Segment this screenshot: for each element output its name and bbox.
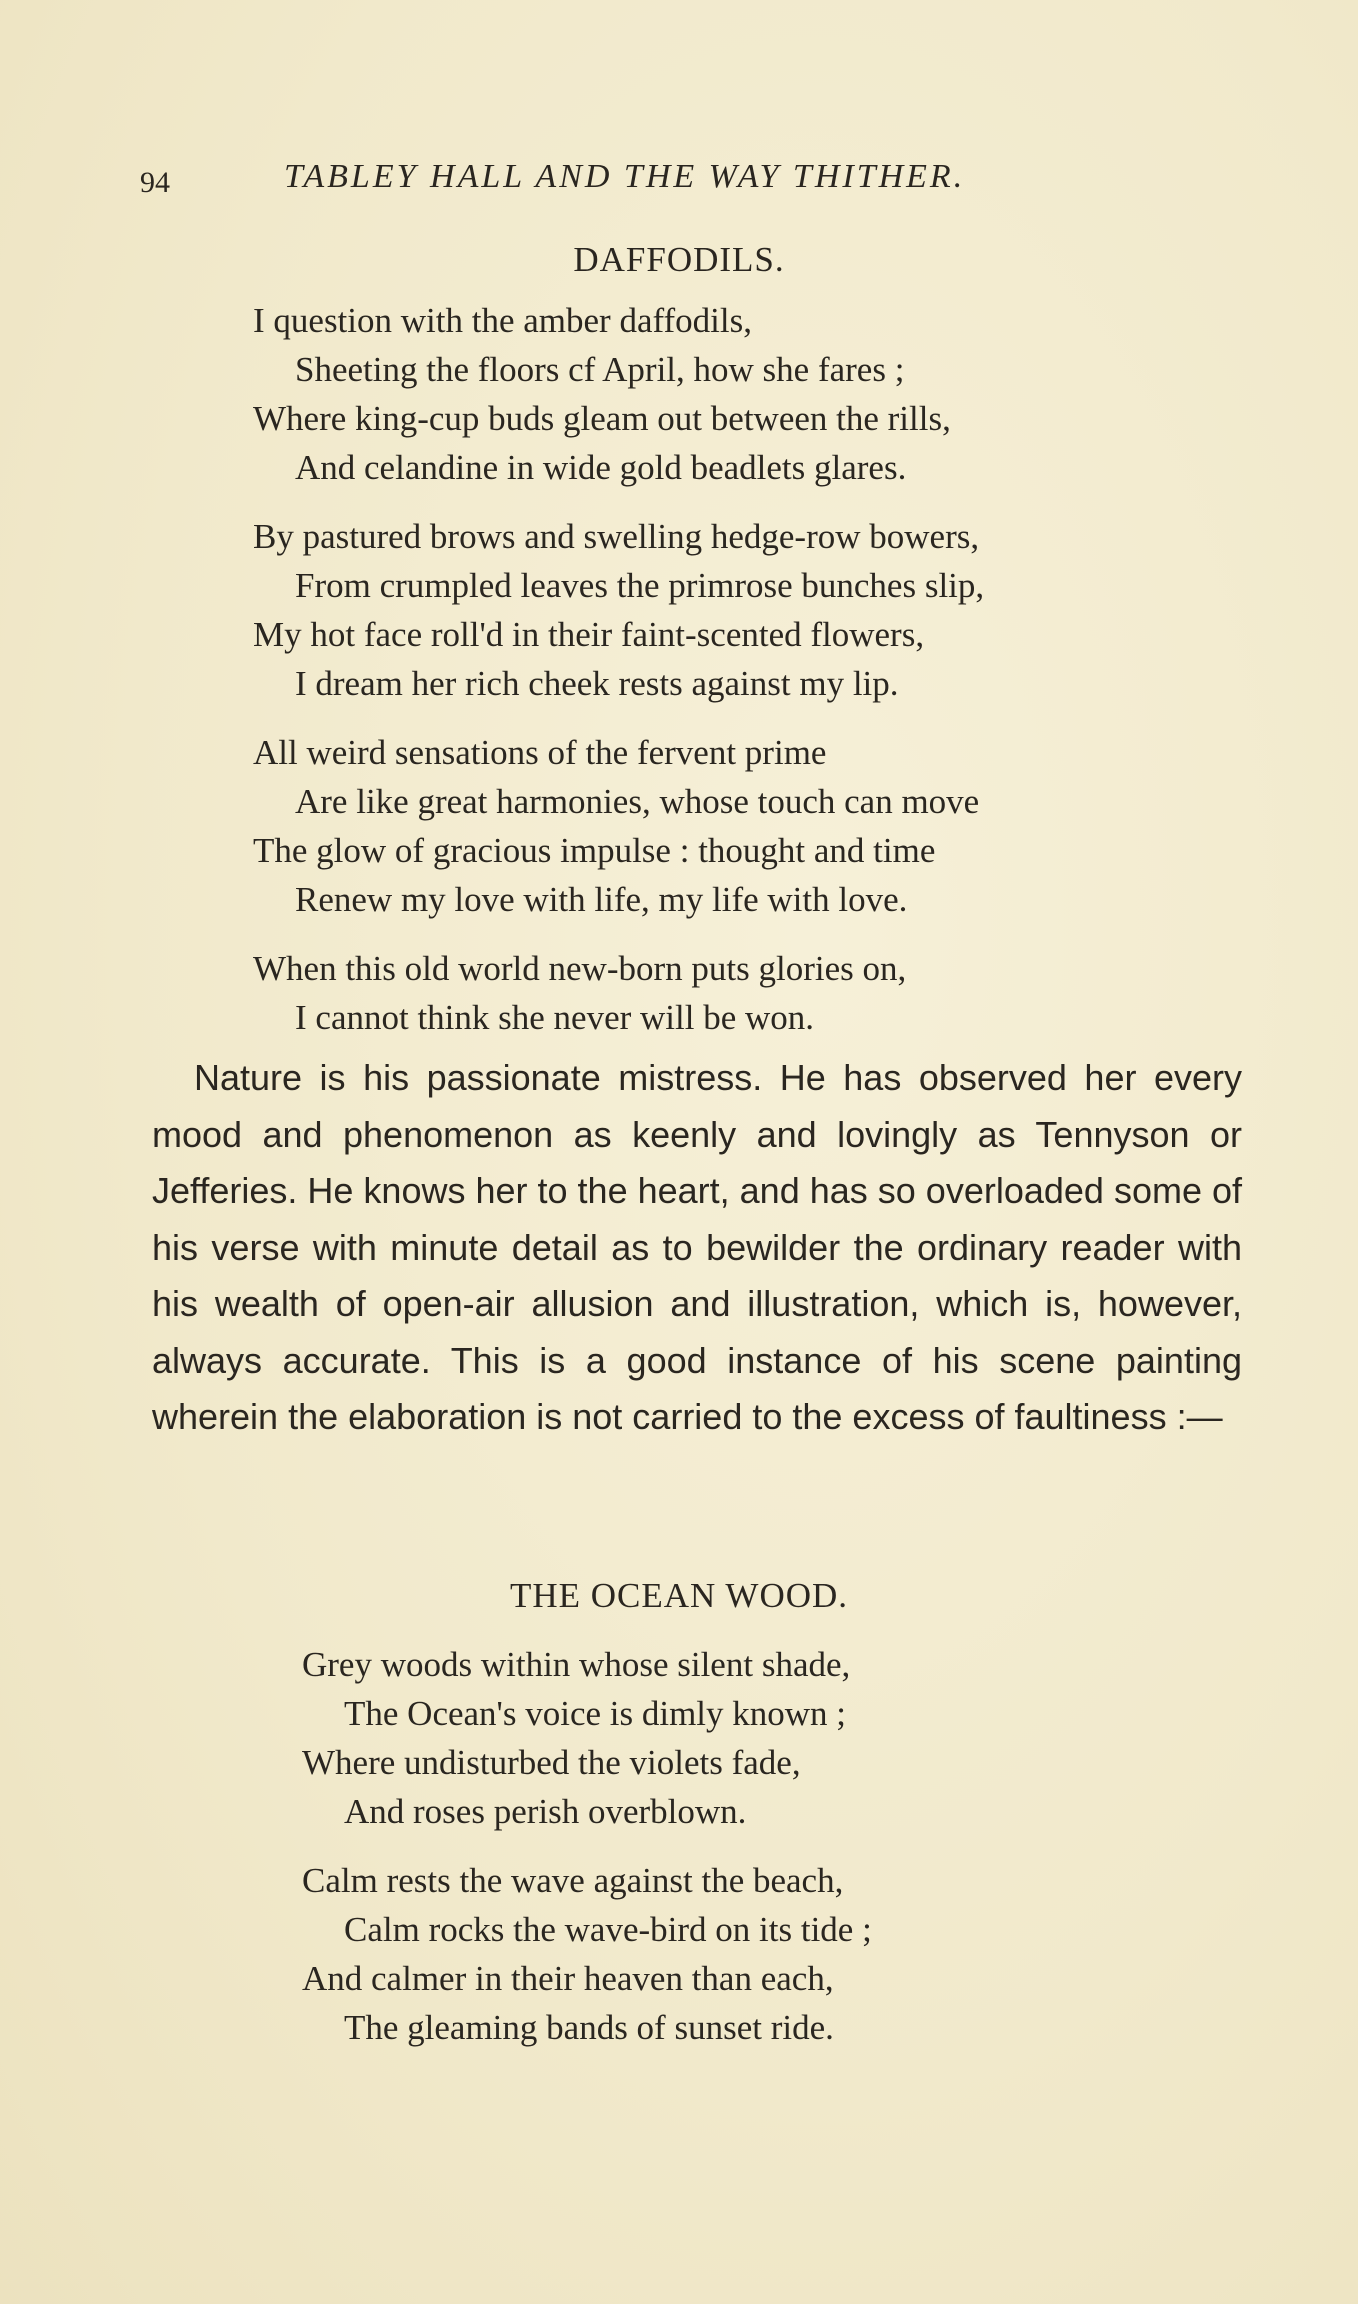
poem-title-daffodils: DAFFODILS.: [573, 240, 785, 279]
page-number: 94: [140, 166, 170, 199]
poem-line: My hot face roll'd in their faint-scented flowers,: [253, 615, 925, 654]
poem-line: Sheeting the floors cf April, how she fares ;: [295, 350, 905, 389]
poem-line: I cannot think she never will be won.: [295, 998, 815, 1037]
poem-line: From crumpled leaves the primrose bunches slip,: [295, 566, 985, 605]
stanza: [253, 512, 984, 708]
poem-line: Where undisturbed the violets fade,: [302, 1743, 801, 1782]
stanza: [253, 944, 984, 1042]
poem-line: I question with the amber daffodils,: [253, 301, 752, 340]
prose-section: [152, 1050, 1242, 1446]
poem-title-ocean-wood: THE OCEAN WOOD.: [509, 1576, 849, 1615]
poem-line: And celandine in wide gold beadlets glares.: [295, 448, 907, 487]
poem-line: When this old world new-born puts glories on,: [253, 949, 907, 988]
stanza: [302, 1640, 872, 1836]
prose-paragraph: Nature is his passionate mistress. He has observed her every mood and phenomenon as keenly and lovingly as Tennyson or Jefferies. He knows her to the heart, and has so overloaded some of his verse with minute detail as to bewilder the ordinary reader with his wealth of open-air allusion and illustration, which is, however, always accurate. This is a good instance of his scene painting wherein the elaboration is not carried to the excess of faultiness :—: [152, 1057, 1242, 1437]
stanza: [302, 1856, 872, 2052]
poem-line: By pastured brows and swelling hedge-row bowers,: [253, 517, 980, 556]
poem-line: I dream her rich cheek rests against my lip.: [295, 664, 899, 703]
poem-line: Calm rocks the wave-bird on its tide ;: [344, 1910, 872, 1949]
poem-line: Are like great harmonies, whose touch can move: [295, 782, 980, 821]
poem-line: And calmer in their heaven than each,: [302, 1959, 834, 1998]
poem-line: All weird sensations of the fervent prime: [253, 733, 827, 772]
poem-line: The gleaming bands of sunset ride.: [344, 2008, 834, 2047]
page-header: [140, 158, 1250, 208]
poem-line: Calm rests the wave against the beach,: [302, 1861, 844, 1900]
poem-line: Renew my love with life, my life with love.: [295, 880, 908, 919]
poem-line: The glow of gracious impulse : thought and time: [253, 831, 936, 870]
poem-line: Where king-cup buds gleam out between the rills,: [253, 399, 951, 438]
poem-line: And roses perish overblown.: [344, 1792, 747, 1831]
poem-line: Grey woods within whose silent shade,: [302, 1645, 851, 1684]
poem-ocean-wood: [302, 1640, 872, 2072]
stanza: [253, 296, 984, 492]
poem-line: The Ocean's voice is dimly known ;: [344, 1694, 847, 1733]
running-title: TABLEY HALL AND THE WAY THITHER.: [284, 158, 966, 195]
stanza: [253, 728, 984, 924]
poem-daffodils: [253, 296, 984, 1062]
